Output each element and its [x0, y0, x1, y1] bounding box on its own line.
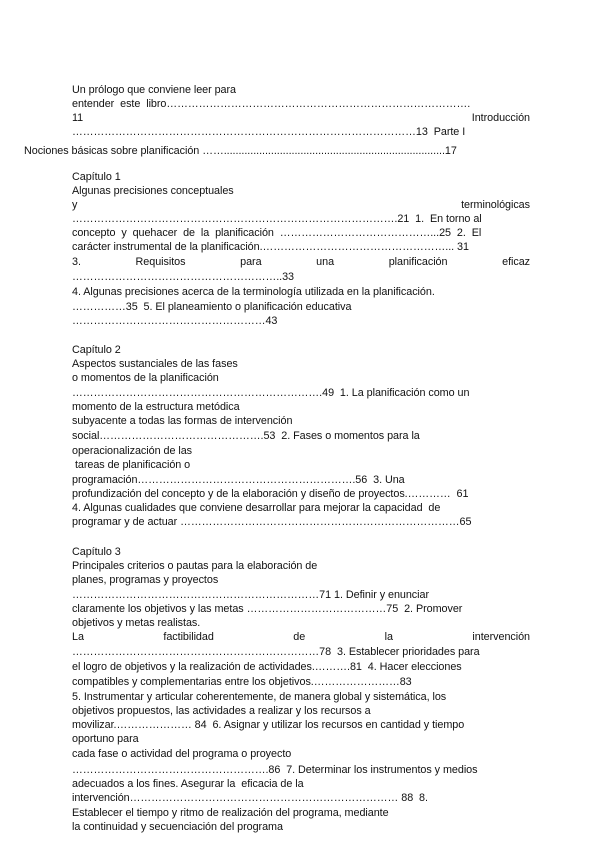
cap3-line-14: adecuados a los fines. Asegurar la eficacia de la — [72, 778, 304, 790]
cap1-line-6: 4. Algunas precisiones acerca de la terminología utilizada en la planificación. — [72, 286, 435, 298]
cap3-line-7: compatibles y complementarias entre los objetivos.……………………83 — [72, 676, 412, 688]
cap1-line-1: ……………………………………………………………………………….21 1. En torno al — [72, 213, 482, 225]
cap1-title-y: y — [72, 199, 78, 211]
cap1-line-4-w3: una — [316, 256, 335, 268]
toc-prologo-line-1: Un prólogo que conviene leer para — [72, 84, 237, 96]
cap2-title-line-2: o momentos de la planificación — [72, 372, 219, 384]
cap1-line-4-w0: 3. — [72, 256, 81, 268]
toc-prologo-line-2: entender este libro…………………………………………………………………………. — [72, 98, 471, 110]
cap2-line-1: …………………………………………………………….49 1. La planificación como un — [72, 387, 470, 399]
cap1-line-5: …………………………………………………..33 — [72, 271, 294, 283]
cap1-line-8: ………………………………………………43 — [72, 315, 278, 327]
toc-introduccion-label: Introducción — [471, 112, 530, 124]
cap2-heading: Capítulo 2 — [72, 344, 121, 356]
toc-parte-1-line: Nociones básicas sobre planificación ……...........................................................................17 — [24, 145, 457, 157]
cap3-title-line-2: planes, programas y proyectos — [72, 574, 219, 586]
cap2-line-9: 4. Algunas cualidades que conviene desarrollar para mejorar la capacidad de — [72, 502, 441, 514]
toc-prologo-page: 11 — [72, 112, 84, 124]
cap3-line-16: Establecer el tiempo y ritmo de realización del programa, mediante — [72, 807, 389, 819]
cap1-title-line-1: Algunas precisiones conceptuales — [72, 185, 234, 197]
cap1-line-3: carácter instrumental de la planificación.……………………………………………... 31 — [72, 241, 469, 253]
cap1-line-4-w1: Requisitos — [135, 256, 186, 268]
cap3-line-15: intervención………………………………………………………………… 88 8. — [72, 792, 428, 804]
cap1-line-4-w5: eficaz — [502, 256, 531, 268]
cap3-line-6: el logro de objetivos y la realización de actividades.……….81 4. Hacer elecciones — [72, 661, 462, 673]
cap3-line-5: ……………………………………………………………78 3. Establecer prioridades para — [72, 646, 480, 658]
cap3-line-12: cada fase o actividad del programa o proyecto — [72, 748, 292, 760]
cap3-title-line-1: Principales criterios o pautas para la elaboración de — [72, 560, 318, 572]
cap3-line-10: movilizar.………………… 84 6. Asignar y utilizar los recursos en cantidad y tiempo — [72, 719, 465, 731]
cap3-line-4 — [72, 631, 530, 644]
cap1-title-terminologicas: terminológicas — [461, 199, 530, 211]
cap3-line-4-w3: la — [384, 631, 393, 643]
cap3-heading: Capítulo 3 — [72, 546, 121, 558]
cap1-line-4-w4: planificación — [388, 256, 448, 268]
cap3-line-4-w2: de — [293, 631, 306, 643]
toc-intro-line: ……………………………………………………………………………………13 Parte I — [72, 126, 466, 138]
cap2-line-7: programación…………………………………………………….56 3. Una — [72, 474, 405, 486]
cap3-line-3: objetivos y metas realistas. — [72, 617, 201, 629]
cap2-line-5: operacionalización de las — [72, 445, 192, 457]
cap2-line-6: tareas de planificación o — [72, 459, 191, 471]
cap1-line-7: ……………35 5. El planeamiento o planificación educativa — [72, 301, 352, 313]
cap3-line-11: oportuno para — [72, 733, 139, 745]
cap1-line-2: concepto y quehacer de la planificación ……………………………………...25 2. El — [72, 227, 482, 239]
cap3-line-1: ……………………………………………………………71 1. Definir y enunciar — [72, 589, 430, 601]
cap2-line-10: programar y de actuar ……………………………………………………………………65 — [72, 516, 472, 528]
cap2-line-4: social……………………………………….53 2. Fases o momentos para la — [72, 430, 420, 442]
cap3-line-4-w4: intervención — [472, 631, 531, 643]
cap1-line-4 — [72, 256, 530, 269]
cap1-heading: Capítulo 1 — [72, 171, 121, 183]
cap3-line-9: objetivos propuestos, las actividades a realizar y los recursos a — [72, 705, 371, 717]
cap2-line-8: profundización del concepto y de la elaboración y diseño de proyectos.………… 61 — [72, 488, 469, 500]
cap3-line-13: ……………………………………………….86 7. Determinar los instrumentos y medios — [72, 764, 478, 776]
cap3-line-17: la continuidad y secuenciación del programa — [72, 821, 283, 833]
cap2-line-3: subyacente a todas las formas de intervención — [72, 415, 293, 427]
cap3-line-4-w0: La — [72, 631, 84, 643]
cap3-line-8: 5. Instrumentar y articular coherentemente, de manera global y sistemática, los — [72, 691, 447, 703]
cap3-line-2: claramente los objetivos y las metas …………………………………75 2. Promover — [72, 603, 463, 615]
cap2-line-2: momento de la estructura metódica — [72, 401, 240, 413]
cap1-line-4-w2: para — [240, 256, 262, 268]
cap3-line-4-w1: factibilidad — [163, 631, 214, 643]
cap2-title-line-1: Aspectos sustanciales de las fases — [72, 358, 238, 370]
